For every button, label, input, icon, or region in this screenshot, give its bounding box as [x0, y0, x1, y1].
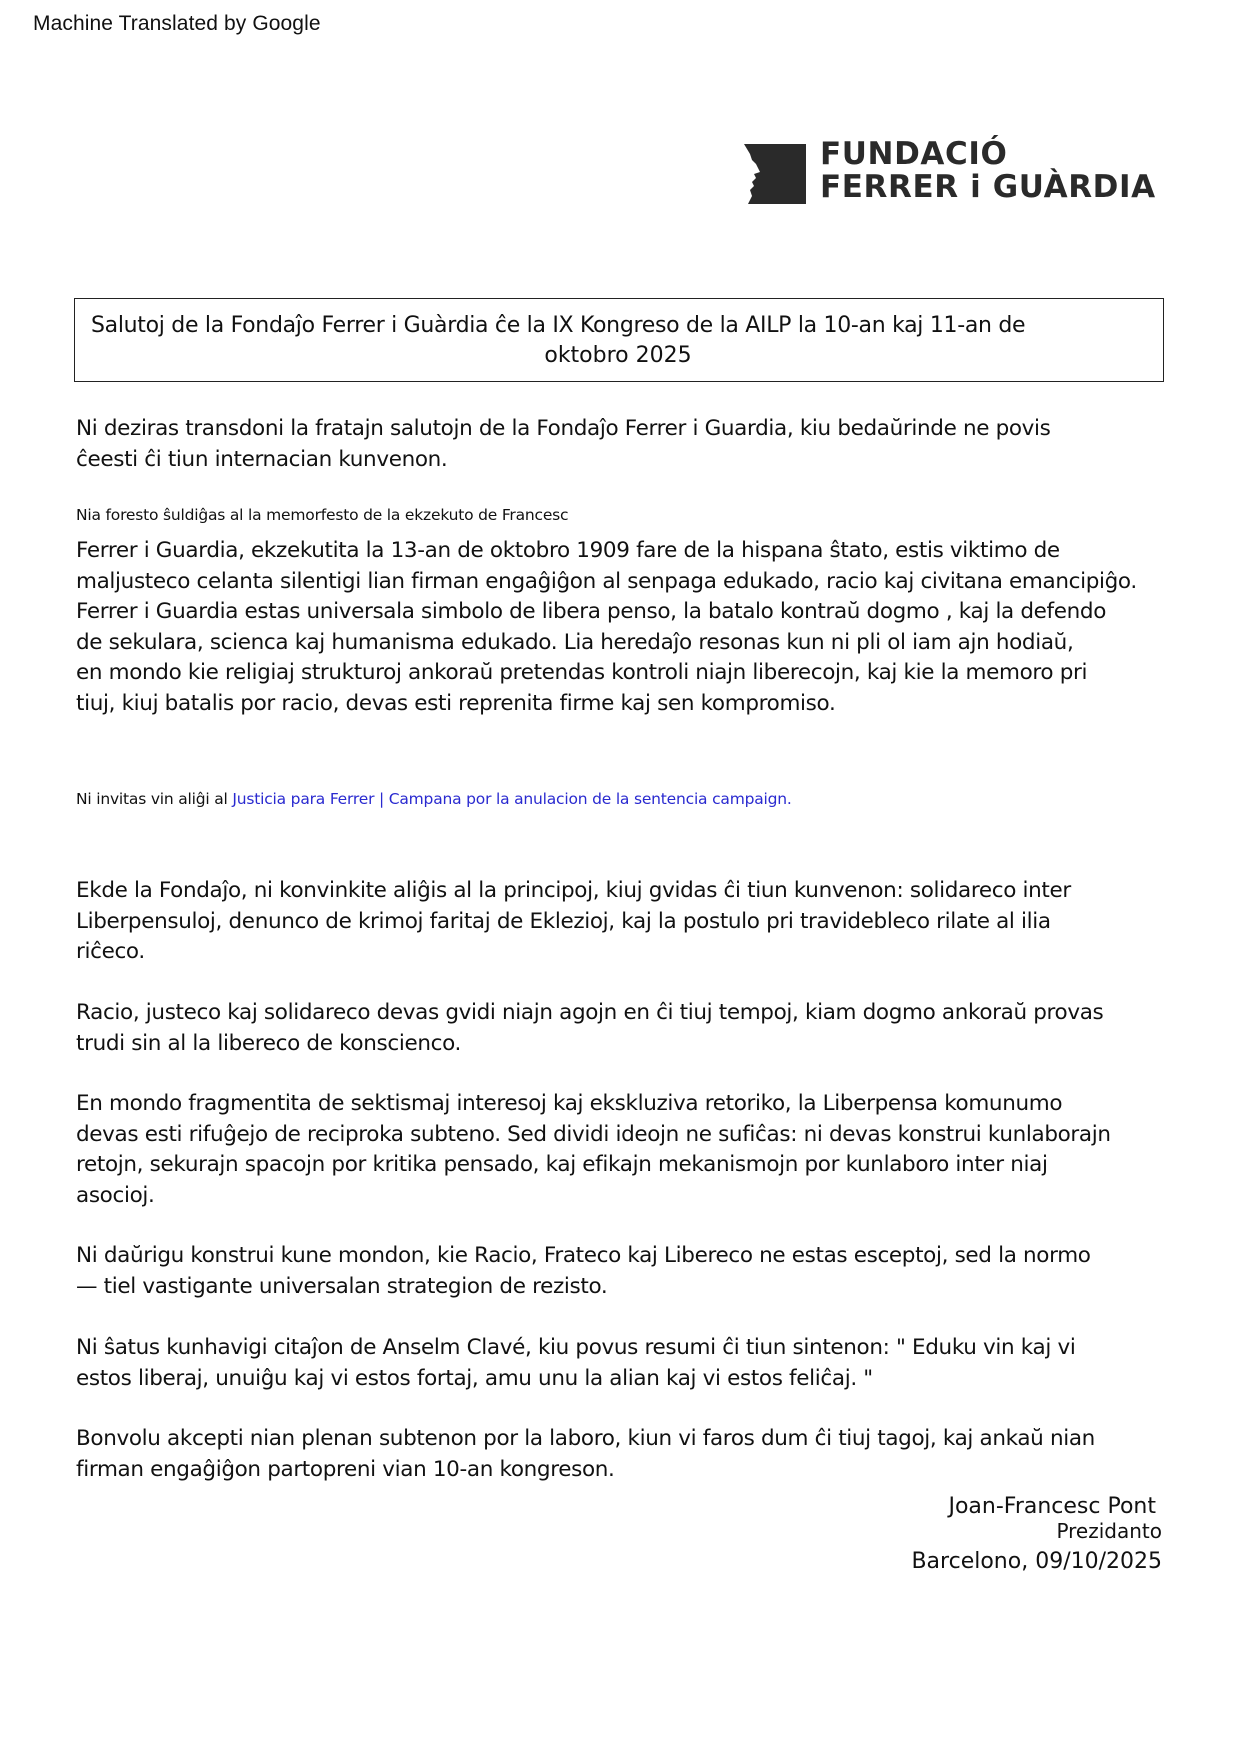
profile-silhouette-icon — [740, 142, 808, 206]
text-line: Liberpensuloj, denunco de krimoj faritaj de Eklezioj, kaj la postulo pri travidebleco rilate al ilia — [76, 908, 1051, 934]
text-line: Ni deziras transdoni la fratajn salutojn de la Fondaĵo Ferrer i Guardia, kiu bedaŭrinde ne povis — [76, 416, 1051, 441]
signatory-name: Joan-Francesc Pont — [948, 1494, 1156, 1519]
reason-paragraph — [76, 998, 1186, 1059]
text-line: — tiel vastigante universalan strategion de rezisto. — [76, 1273, 608, 1299]
campaign-invite — [76, 790, 792, 808]
intro-paragraph — [76, 414, 1186, 475]
text-line: Ferrer i Guardia estas universala simbolo de libera penso, la batalo kontraŭ dogmo , kaj la defendo — [76, 599, 1107, 624]
text-line: maljusteco celanta silentigi lian firman engaĝiĝon al senpaga edukado, racio kaj civitana emancipiĝo. — [76, 568, 1137, 594]
closing-paragraph — [76, 1424, 1186, 1485]
quote-paragraph — [76, 1333, 1186, 1394]
document-title-box — [74, 298, 1164, 382]
machine-translation-banner: Machine Translated by Google — [33, 12, 321, 35]
text-line: Racio, justeco kaj solidareco devas gvidi niajn agojn en ĉi tiuj tempoj, kiam dogmo ankoraŭ provas — [76, 1000, 1104, 1025]
logo-line-2: FERRER i GUÀRDIA — [820, 169, 1156, 205]
text-line: Ni daŭrigu konstrui kune mondon, kie Racio, Frateco kaj Libereco ne estas esceptoj, sed la normo — [76, 1243, 1091, 1268]
text-line: tiuj, kiuj batalis por racio, devas esti reprenita firme kaj sen kompromiso. — [76, 690, 836, 716]
campaign-invite-text: Ni invitas vin aliĝi al — [76, 790, 233, 808]
signature-block — [911, 1494, 1162, 1574]
fundacio-logo — [740, 136, 1160, 210]
text-line: de sekulara, scienca kaj humanisma edukado. Lia heredaĵo resonas kun ni pli ol iam ajn hodiaŭ, — [76, 629, 1074, 655]
text-line: Ni ŝatus kunhavigi citaĵon de Anselm Clavé, kiu povus resumi ĉi tiun sintenon: " Eduku vin kaj vi — [76, 1335, 1076, 1360]
place-date: Barcelono, 09/10/2025 — [911, 1549, 1162, 1574]
logo-line-1: FUNDACIÓ — [820, 136, 1008, 172]
text-line: Bonvolu akcepti nian plenan subtenon por la laboro, kiun vi faros dum ĉi tiuj tagoj, kaj ankaŭ nian — [76, 1426, 1095, 1451]
world-paragraph — [76, 1241, 1186, 1302]
community-paragraph — [76, 1089, 1186, 1211]
document-title-line-2: oktobro 2025 — [544, 343, 692, 368]
signatory-role: Prezidanto — [1056, 1519, 1162, 1543]
text-line: En mondo fragmentita de sektismaj interesoj kaj ekskluziva retoriko, la Liberpensa komunumo — [76, 1091, 1063, 1116]
memorial-heading: Nia foresto ŝuldiĝas al la memorfesto de la ekzekuto de Francesc — [76, 506, 569, 524]
text-line: ĉeesti ĉi tiun internacian kunvenon. — [76, 446, 448, 472]
document-title-line-1: Salutoj de la Fondaĵo Ferrer i Guàrdia ĉe la IX Kongreso de la AILP la 10-an kaj 11-an de — [91, 313, 1026, 338]
text-line: asocioj. — [76, 1182, 155, 1208]
memorial-paragraph — [76, 536, 1186, 719]
text-line: devas esti rifuĝejo de reciproka subteno. Sed dividi ideojn ne sufiĉas: ni devas konstrui kunlaborajn — [76, 1121, 1111, 1147]
text-line: en mondo kie religiaj strukturoj ankoraŭ pretendas kontroli niajn liberecojn, kaj kie la memoro pri — [76, 660, 1088, 685]
text-line: estos liberaj, unuiĝu kaj vi estos fortaj, amu unu la alian kaj vi estos feliĉaj. " — [76, 1365, 873, 1391]
text-line: trudi sin al la libereco de konscienco. — [76, 1030, 461, 1056]
text-line: Ferrer i Guardia, ekzekutita la 13-an de oktobro 1909 fare de la hispana ŝtato, estis viktimo de — [76, 538, 1060, 563]
text-line: firman engaĝiĝon partopreni vian 10-an kongreson. — [76, 1456, 615, 1482]
principles-paragraph — [76, 876, 1186, 968]
text-line: retojn, sekurajn spacojn por kritika pensado, kaj efikajn mekanismojn por kunlaboro inter niaj — [76, 1152, 1048, 1177]
text-line: Ekde la Fondaĵo, ni konvinkite aliĝis al la principoj, kiuj gvidas ĉi tiun kunvenon: solidareco inter — [76, 878, 1071, 903]
text-line: riĉeco. — [76, 939, 145, 964]
campaign-link[interactable]: Justicia para Ferrer | Campana por la anulacion de la sentencia campaign. — [232, 790, 792, 808]
